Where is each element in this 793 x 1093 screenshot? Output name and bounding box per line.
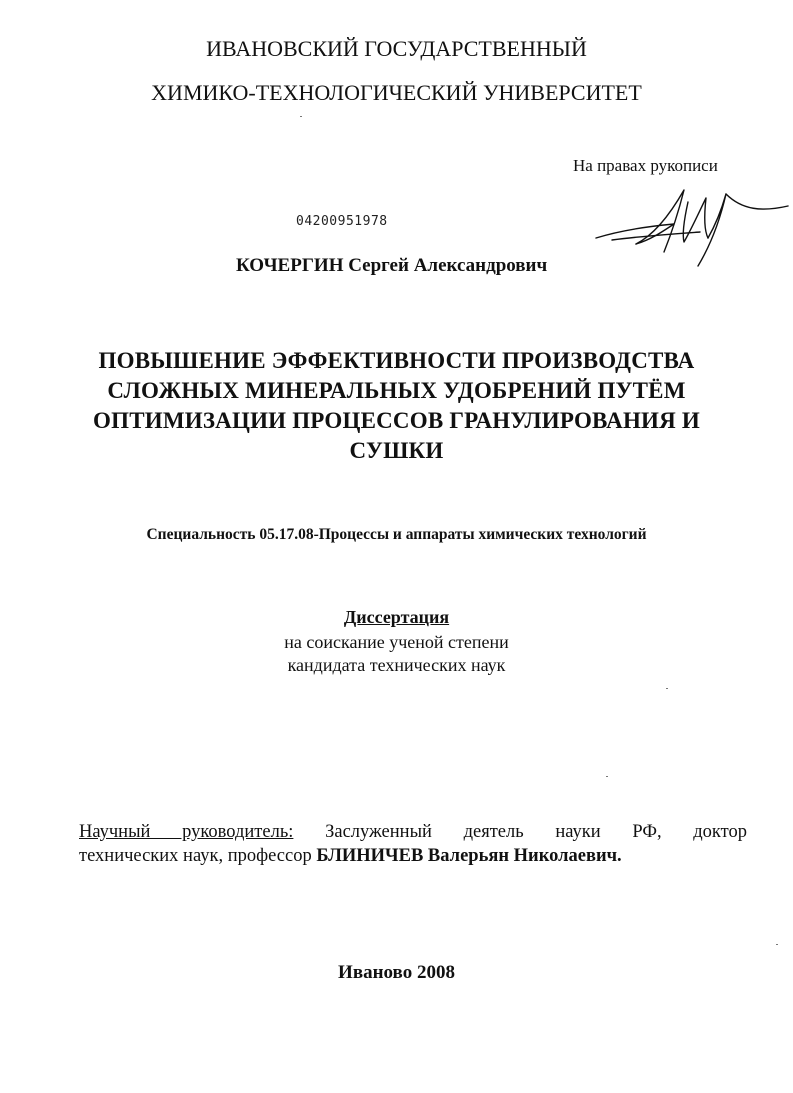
advisor-name: БЛИНИЧЕВ Валерьян Николаевич. [316,846,622,866]
dissertation-heading: Диссертация [343,607,450,627]
degree-line-2: кандидата технических наук [287,655,506,675]
scientific-advisor [79,820,747,868]
manuscript-note: На правах рукописи [573,156,718,175]
dissertation-title [0,346,793,466]
title-line: ОПТИМИЗАЦИИ ПРОЦЕССОВ ГРАНУЛИРОВАНИЯ И [93,408,700,433]
degree-line-1: на соискание ученой степени [284,632,509,652]
scan-speck [776,944,778,945]
city-year: Иваново 2008 [338,962,455,983]
advisor-line-2 [79,844,747,868]
specialty-line: Специальность 05.17.08-Процессы и аппараты химических технологий [146,526,647,543]
university-line-2: ХИМИКО-ТЕХНОЛОГИЧЕСКИЙ УНИВЕРСИТЕТ [151,80,642,105]
scan-speck [666,688,668,689]
title-line: СЛОЖНЫХ МИНЕРАЛЬНЫХ УДОБРЕНИЙ ПУТЁМ [107,378,686,403]
handwritten-signature [592,180,792,272]
title-line: ПОВЫШЕНИЕ ЭФФЕКТИВНОСТИ ПРОИЗВОДСТВА [98,348,695,373]
catalog-code: 04200951978 [296,214,388,229]
university-line-1: ИВАНОВСКИЙ ГОСУДАРСТВЕННЫЙ [206,36,587,61]
scan-speck [300,116,302,117]
author-name: КОЧЕРГИН Сергей Александрович [236,255,548,276]
advisor-label: Научный руководитель: [79,822,294,842]
advisor-title: технических наук, профессор [79,846,317,866]
title-line: СУШКИ [349,438,444,463]
advisor-line-1 [79,820,747,844]
scan-speck [606,776,608,777]
advisor-credentials: Заслуженный деятель науки РФ, доктор [293,822,747,842]
